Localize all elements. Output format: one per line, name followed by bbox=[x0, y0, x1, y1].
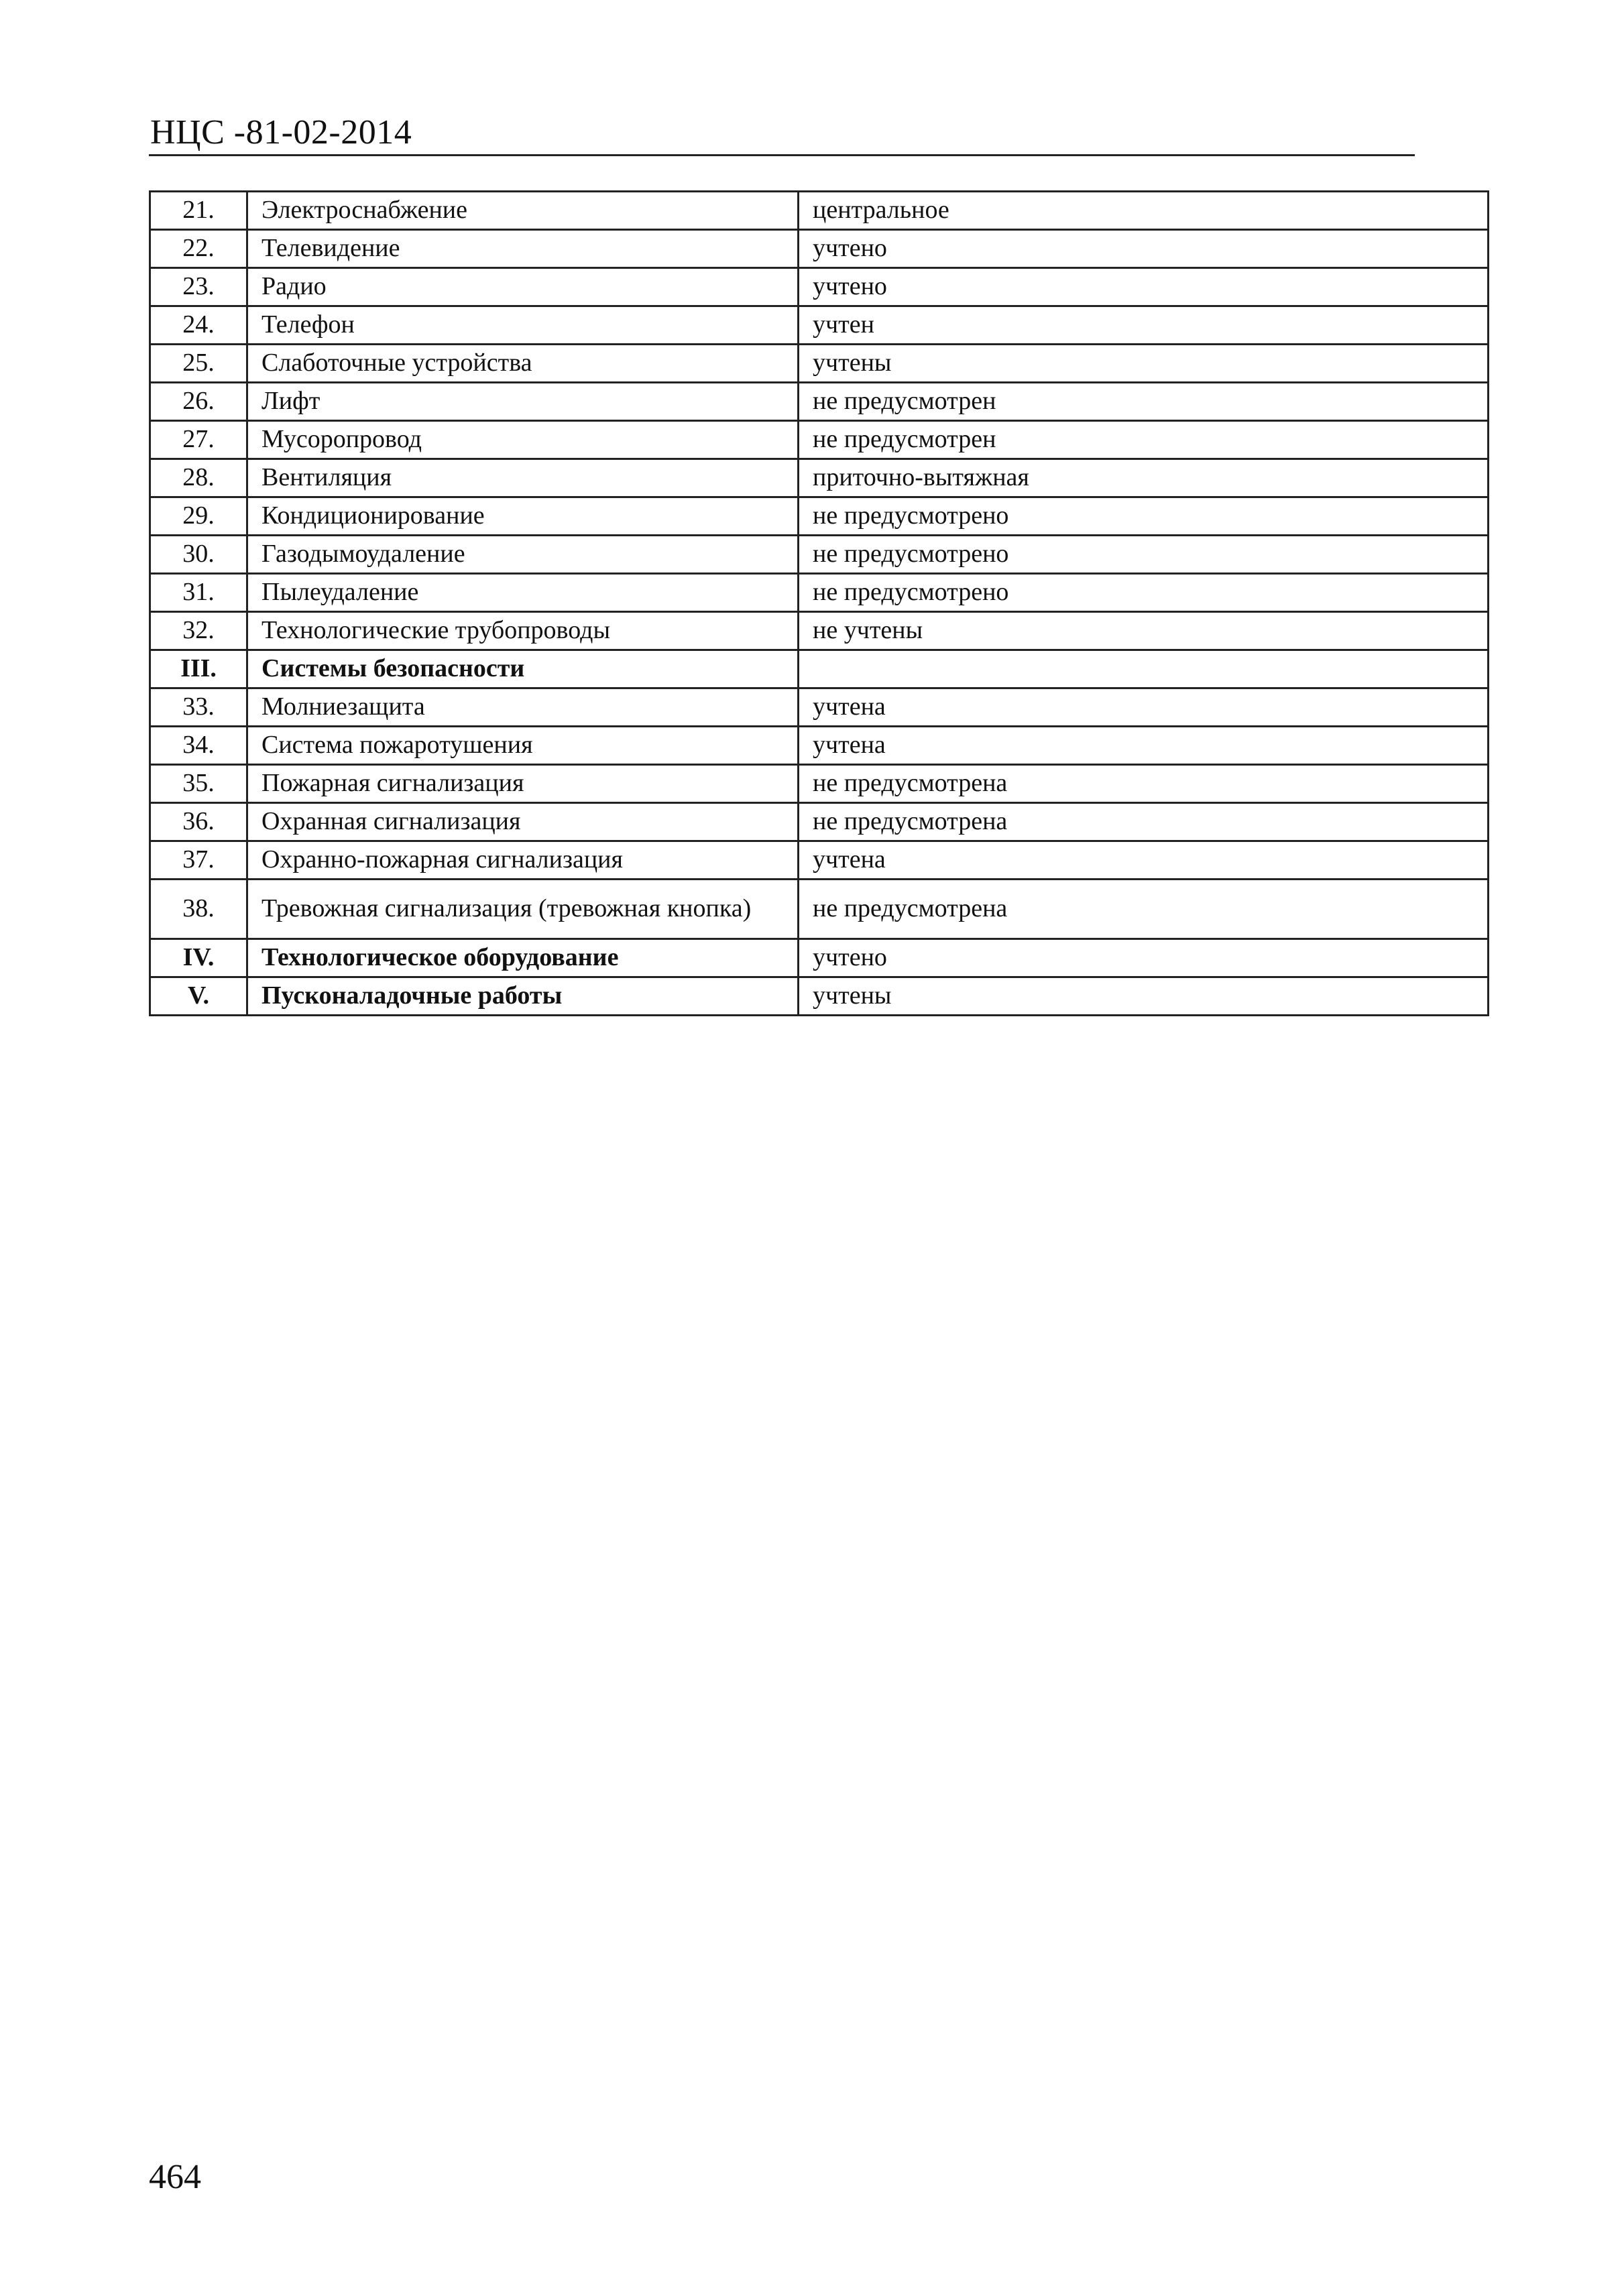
page-number: 464 bbox=[149, 2158, 201, 2196]
row-number: 38. bbox=[150, 880, 247, 939]
row-value: не предусмотрено bbox=[799, 574, 1489, 612]
table-row bbox=[150, 574, 1489, 612]
table-row bbox=[150, 268, 1489, 306]
row-value: не предусмотрена bbox=[799, 880, 1489, 939]
table-row bbox=[150, 383, 1489, 421]
page-header bbox=[149, 113, 1415, 156]
table-row bbox=[150, 880, 1489, 939]
row-value bbox=[799, 650, 1489, 688]
table-row bbox=[150, 803, 1489, 841]
row-number: 33. bbox=[150, 688, 247, 727]
row-number: 29. bbox=[150, 497, 247, 536]
table-row bbox=[150, 497, 1489, 536]
row-number: 36. bbox=[150, 803, 247, 841]
row-value: приточно-вытяжная bbox=[799, 459, 1489, 497]
row-name: Электроснабжение bbox=[247, 192, 799, 230]
row-number: 35. bbox=[150, 765, 247, 803]
row-name: Вентиляция bbox=[247, 459, 799, 497]
row-name: Кондиционирование bbox=[247, 497, 799, 536]
row-number: 34. bbox=[150, 727, 247, 765]
row-name: Тревожная сигнализация (тревожная кнопка) bbox=[247, 880, 799, 939]
table-body bbox=[150, 192, 1489, 1016]
row-value: учтен bbox=[799, 306, 1489, 345]
row-number: 25. bbox=[150, 345, 247, 383]
section-number: III. bbox=[150, 650, 247, 688]
row-value: не предусмотрен bbox=[799, 421, 1489, 459]
row-name: Газодымоудаление bbox=[247, 536, 799, 574]
section-title: Технологическое оборудование bbox=[247, 939, 799, 977]
table-row bbox=[150, 765, 1489, 803]
row-number: 30. bbox=[150, 536, 247, 574]
row-name: Пожарная сигнализация bbox=[247, 765, 799, 803]
row-name: Пылеудаление bbox=[247, 574, 799, 612]
row-number: 37. bbox=[150, 841, 247, 880]
row-name: Технологические трубопроводы bbox=[247, 612, 799, 650]
table-row bbox=[150, 727, 1489, 765]
row-name: Слаботочные устройства bbox=[247, 345, 799, 383]
table-row bbox=[150, 230, 1489, 268]
row-value: не предусмотрено bbox=[799, 536, 1489, 574]
row-value: учтена bbox=[799, 688, 1489, 727]
row-name: Мусоропровод bbox=[247, 421, 799, 459]
table-row bbox=[150, 841, 1489, 880]
row-value: не предусмотрено bbox=[799, 497, 1489, 536]
characteristics-table bbox=[149, 190, 1489, 1016]
row-name: Охранная сигнализация bbox=[247, 803, 799, 841]
table-row bbox=[150, 688, 1489, 727]
row-number: 32. bbox=[150, 612, 247, 650]
row-number: 31. bbox=[150, 574, 247, 612]
row-value: учтена bbox=[799, 727, 1489, 765]
row-value: не предусмотрена bbox=[799, 803, 1489, 841]
row-value: учтено bbox=[799, 939, 1489, 977]
row-name: Молниезащита bbox=[247, 688, 799, 727]
row-value: не учтены bbox=[799, 612, 1489, 650]
section-number: V. bbox=[150, 977, 247, 1016]
row-value: центральное bbox=[799, 192, 1489, 230]
row-name: Телефон bbox=[247, 306, 799, 345]
row-value: не предусмотрен bbox=[799, 383, 1489, 421]
row-number: 26. bbox=[150, 383, 247, 421]
row-name: Лифт bbox=[247, 383, 799, 421]
row-number: 22. bbox=[150, 230, 247, 268]
row-name: Телевидение bbox=[247, 230, 799, 268]
row-number: 28. bbox=[150, 459, 247, 497]
row-number: 23. bbox=[150, 268, 247, 306]
row-number: 24. bbox=[150, 306, 247, 345]
row-number: 27. bbox=[150, 421, 247, 459]
row-value: учтены bbox=[799, 345, 1489, 383]
row-value: учтено bbox=[799, 230, 1489, 268]
document-code-title: НЦС -81-02-2014 bbox=[150, 113, 412, 152]
row-number: 21. bbox=[150, 192, 247, 230]
table-row bbox=[150, 612, 1489, 650]
row-name: Система пожаротушения bbox=[247, 727, 799, 765]
section-title: Пусконаладочные работы bbox=[247, 977, 799, 1016]
table-row bbox=[150, 421, 1489, 459]
row-name: Охранно-пожарная сигнализация bbox=[247, 841, 799, 880]
table-row bbox=[150, 345, 1489, 383]
row-value: не предусмотрена bbox=[799, 765, 1489, 803]
section-title: Системы безопасности bbox=[247, 650, 799, 688]
table-row bbox=[150, 459, 1489, 497]
section-row bbox=[150, 650, 1489, 688]
table-row bbox=[150, 536, 1489, 574]
section-row bbox=[150, 977, 1489, 1016]
table-row bbox=[150, 192, 1489, 230]
section-row bbox=[150, 939, 1489, 977]
table-row bbox=[150, 306, 1489, 345]
row-name: Радио bbox=[247, 268, 799, 306]
row-value: учтено bbox=[799, 268, 1489, 306]
section-number: IV. bbox=[150, 939, 247, 977]
row-value: учтена bbox=[799, 841, 1489, 880]
row-value: учтены bbox=[799, 977, 1489, 1016]
